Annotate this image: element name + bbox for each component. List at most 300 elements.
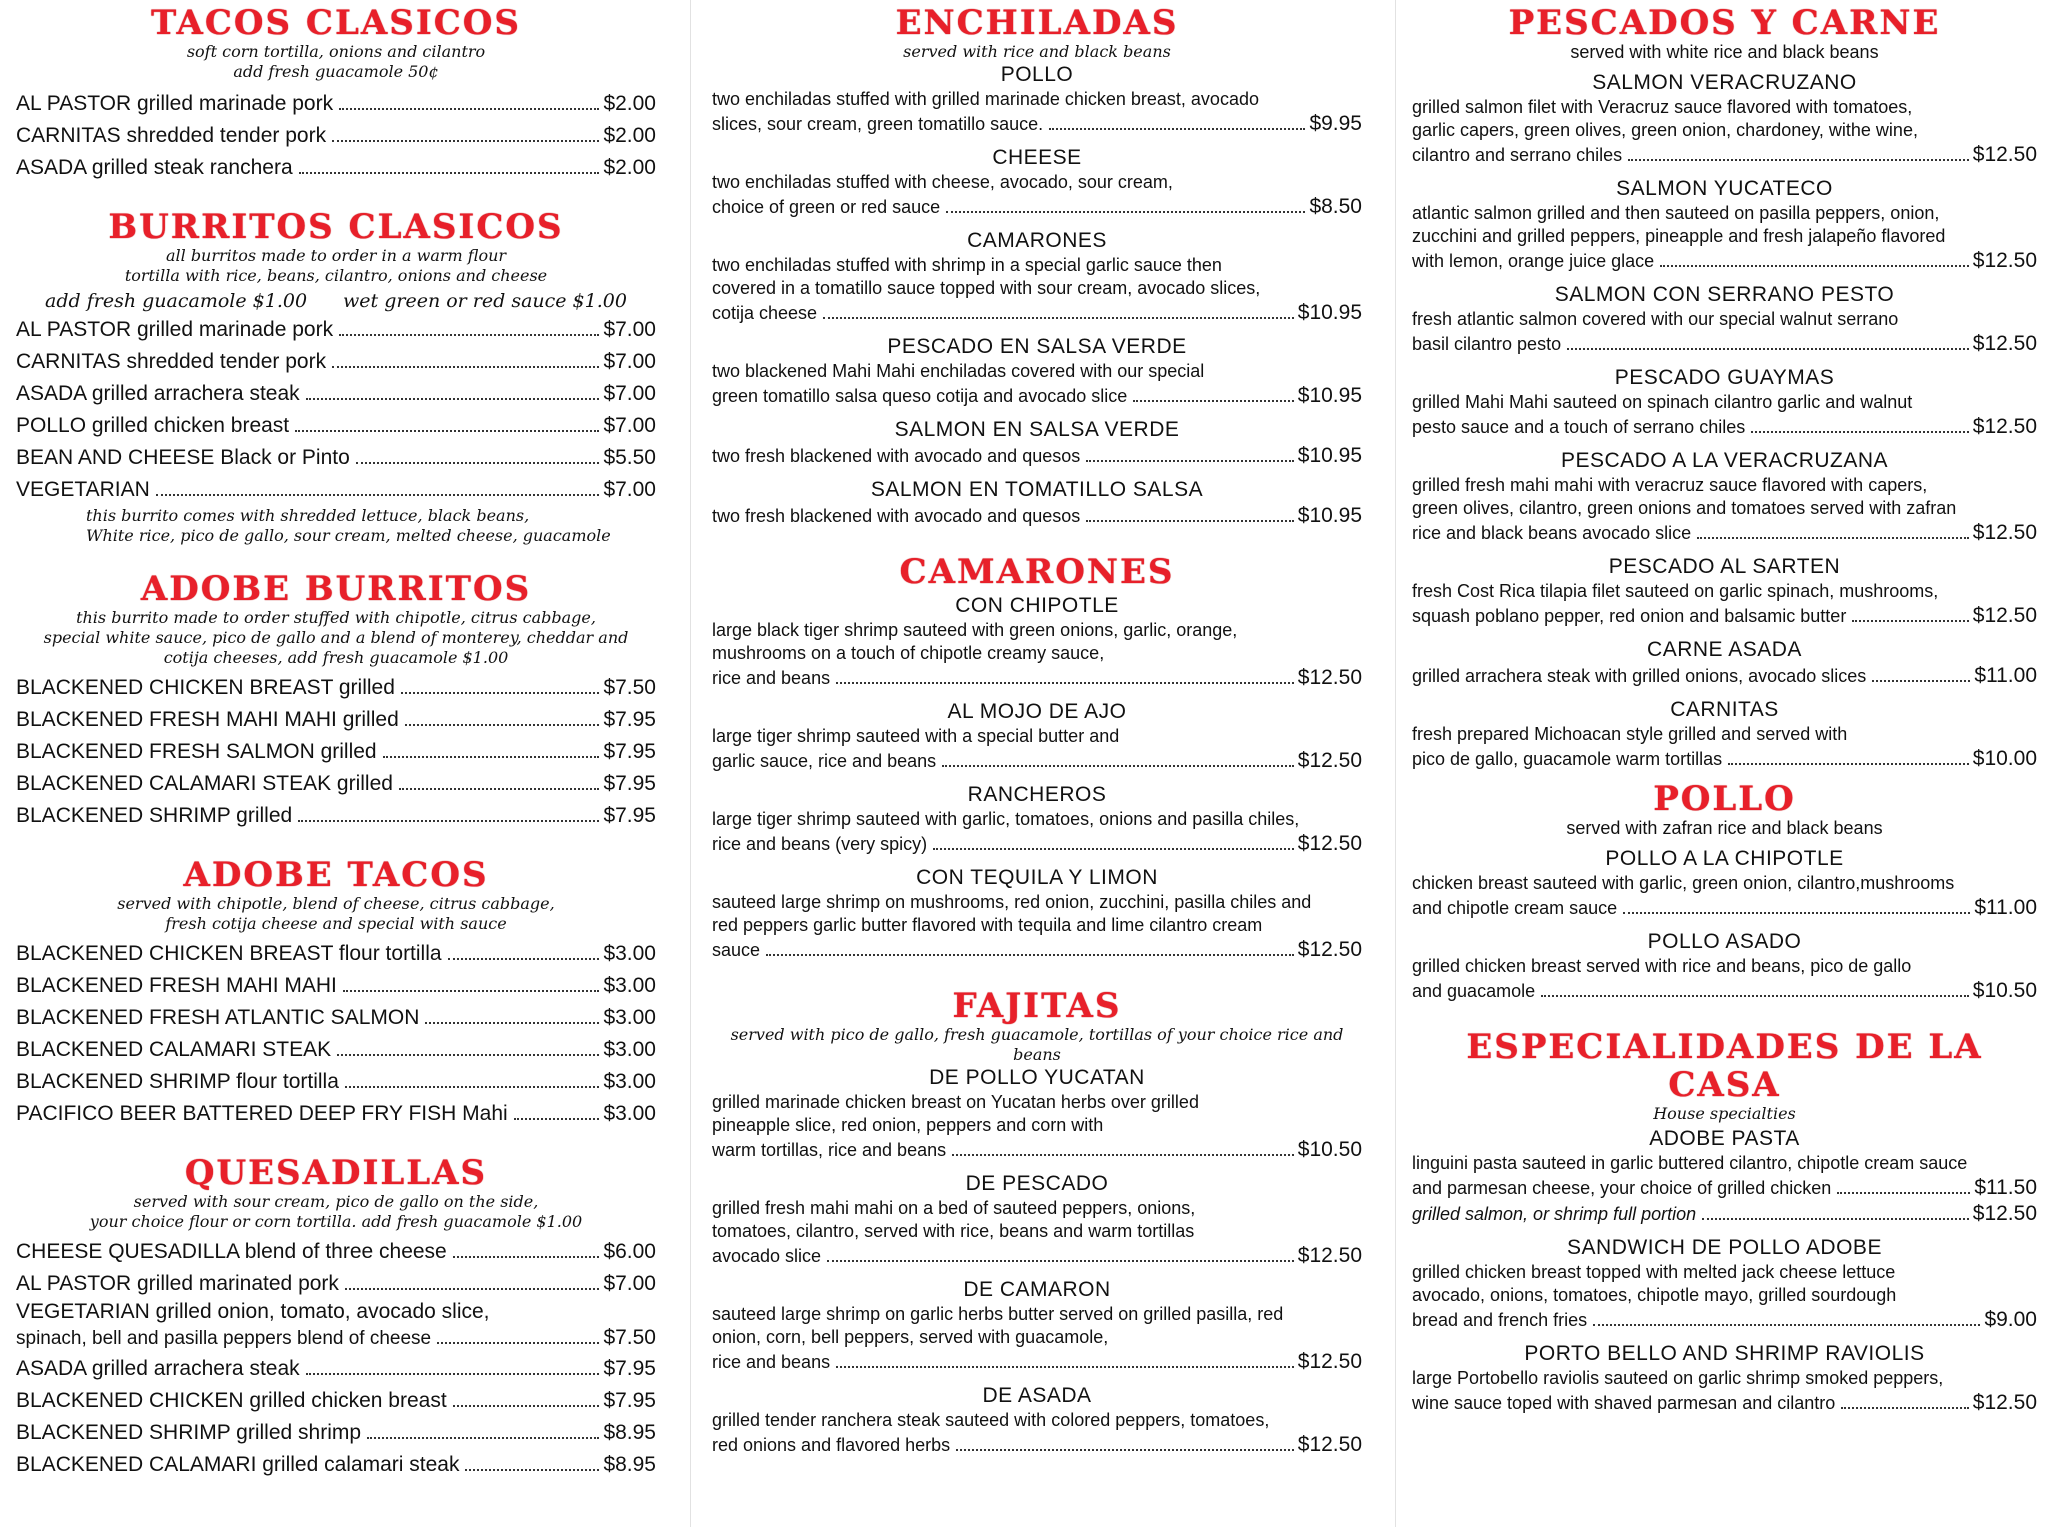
- desc-last-line: [1412, 1390, 2037, 1416]
- leader-dots: [356, 462, 600, 464]
- leader-dots: [425, 1022, 599, 1024]
- desc-text: garlic sauce, rice and beans: [712, 751, 937, 771]
- menu-item: [712, 699, 1362, 774]
- leader-dots: [1728, 763, 1969, 765]
- section-especialidades: [1412, 1028, 2037, 1416]
- desc-line: linguini pasta sauteed in garlic buttered cilantro, chipotle cream sauce: [1412, 1153, 1968, 1173]
- desc-price-line: [1412, 1201, 2037, 1227]
- leader-dots: [1086, 460, 1294, 462]
- item-description: [712, 443, 1362, 469]
- menu-item: [16, 120, 656, 152]
- menu-item: [1412, 365, 2037, 440]
- leader-dots: [1049, 128, 1305, 130]
- item-price: $7.95: [603, 772, 656, 795]
- leader-dots: [766, 954, 1294, 956]
- desc-line: garlic capers, green olives, green onion, chardoney, withe wine,: [1412, 120, 1918, 140]
- leader-dots: [956, 1449, 1294, 1451]
- menu-item: [16, 736, 656, 768]
- desc-line: grilled fresh mahi mahi on a bed of sauteed peppers, onions,: [712, 1198, 1196, 1218]
- desc-last-line: [1412, 331, 2037, 357]
- item-title: DE PESCADO: [965, 1172, 1109, 1195]
- desc-line: chicken breast sauteed with garlic, green onion, cilantro,mushrooms: [1412, 873, 1955, 893]
- menu-item: [16, 704, 656, 736]
- item-price: $10.95: [1297, 504, 1362, 527]
- section-subtitle: all burritos made to order in a warm flour: [165, 246, 507, 265]
- section-title: ENCHILADAS: [895, 3, 1179, 43]
- leader-dots: [337, 1054, 599, 1056]
- section-title: CAMARONES: [899, 552, 1175, 592]
- item-price: $2.00: [603, 124, 656, 147]
- leader-dots: [306, 1373, 600, 1375]
- desc-line: large Portobello raviolis sauteed on garlic shrimp smoked peppers,: [1412, 1368, 1944, 1388]
- desc-last-line: [1412, 978, 2037, 1004]
- desc-last-line: [712, 1349, 1362, 1375]
- item-title: SALMON CON SERRANO PESTO: [1554, 283, 1895, 306]
- menu-item: [16, 1098, 656, 1130]
- desc-text: grilled salmon, or shrimp full portion: [1412, 1204, 1697, 1224]
- desc-text: rice and beans: [712, 1352, 831, 1372]
- menu-item: [16, 1268, 656, 1300]
- menu-item: [16, 1385, 656, 1417]
- desc-line: fresh Cost Rica tilapia filet sauteed on garlic spinach, mushrooms,: [1412, 581, 1939, 601]
- item-price: $12.50: [1297, 832, 1362, 855]
- leader-dots: [332, 366, 599, 368]
- section-title: POLLO: [1653, 779, 1796, 819]
- menu-column-left: [16, 0, 656, 1527]
- menu-item: [712, 62, 1362, 137]
- desc-text: green tomatillo salsa queso cotija and avocado slice: [712, 386, 1128, 406]
- leader-dots: [933, 848, 1294, 850]
- section-pollo: [1412, 780, 2037, 1004]
- desc-line: grilled salmon filet with Veracruz sauce flavored with tomatoes,: [1412, 97, 1913, 117]
- desc-last-line: [712, 194, 1362, 220]
- menu-item: [16, 1002, 656, 1034]
- menu-item: [1412, 637, 2037, 689]
- item-description: [712, 503, 1362, 529]
- leader-dots: [952, 1154, 1294, 1156]
- item-price: $3.00: [603, 1006, 656, 1029]
- desc-text: slices, sour cream, green tomatillo sauce.: [712, 114, 1044, 134]
- desc-text: with lemon, orange juice glace: [1412, 251, 1655, 271]
- desc-text: and guacamole: [1412, 981, 1536, 1001]
- desc-line: grilled tender ranchera steak sauteed with colored peppers, tomatoes,: [712, 1410, 1270, 1430]
- item-name: BLACKENED CHICKEN BREAST flour tortilla: [16, 942, 442, 965]
- desc-last-line: [712, 300, 1362, 326]
- leader-dots: [1751, 431, 1969, 433]
- menu-list: [16, 314, 656, 506]
- desc-line: two blackened Mahi Mahi enchiladas covered with our special: [712, 361, 1205, 381]
- desc-last-line: [712, 831, 1362, 857]
- item-title: CON CHIPOTLE: [955, 594, 1119, 617]
- item-price: $12.50: [1297, 1433, 1362, 1456]
- item-name: AL PASTOR grilled marinade pork: [16, 92, 334, 115]
- menu-item: [16, 410, 656, 442]
- desc-line: grilled fresh mahi mahi with veracruz sauce flavored with capers,: [1412, 475, 1928, 495]
- desc-text: pesto sauce and a touch of serrano chiles: [1412, 417, 1746, 437]
- section-subtitle: served with rice and black beans: [903, 42, 1171, 61]
- item-price: $12.50: [1297, 666, 1362, 689]
- item-name: AL PASTOR grilled marinated pork: [16, 1272, 339, 1295]
- leader-dots: [345, 1288, 600, 1290]
- item-name: BLACKENED FRESH ATLANTIC SALMON: [16, 1006, 420, 1029]
- desc-text: choice of green or red sauce: [712, 197, 941, 217]
- desc-line: tomatoes, cilantro, served with rice, beans and warm tortillas: [712, 1221, 1195, 1241]
- item-price: $2.00: [603, 156, 656, 179]
- desc-line: grilled Mahi Mahi sauteed on spinach cilantro garlic and walnut: [1412, 392, 1913, 412]
- section-fajitas: [712, 987, 1362, 1458]
- item-description: [712, 1091, 1362, 1163]
- item-title: SANDWICH DE POLLO ADOBE: [1567, 1236, 1882, 1259]
- desc-last-line: [712, 1137, 1362, 1163]
- leader-dots: [298, 820, 599, 822]
- desc-last-line: [1412, 248, 2037, 274]
- item-price: $9.95: [1309, 112, 1362, 135]
- leader-dots: [1567, 348, 1969, 350]
- item-description: [1412, 202, 2037, 274]
- desc-last-line: [1412, 895, 2037, 921]
- desc-line: mushrooms on a touch of chipotle creamy sauce,: [712, 643, 1105, 663]
- menu-item: [16, 1417, 656, 1449]
- desc-last-line: [712, 443, 1362, 469]
- desc-text: cotija cheese: [712, 303, 818, 323]
- section-camarones: [712, 553, 1362, 963]
- item-title: CHEESE: [992, 146, 1082, 169]
- leader-dots: [345, 1086, 600, 1088]
- item-price: $6.00: [603, 1240, 656, 1263]
- add-ons: [16, 290, 656, 312]
- item-title: AL MOJO DE AJO: [947, 700, 1127, 723]
- section-pescados-y-carne: [1412, 4, 2037, 772]
- desc-text: bread and french fries: [1412, 1310, 1588, 1330]
- item-name: BLACKENED FRESH MAHI MAHI grilled: [16, 708, 399, 731]
- section-subtitle: special white sauce, pico de gallo and a blend of monterey, cheddar and: [43, 628, 629, 647]
- leader-dots: [1086, 520, 1294, 522]
- desc-last-line: [1412, 663, 2037, 689]
- item-description: [1412, 96, 2037, 168]
- menu-item: [1412, 846, 2037, 921]
- desc-line: two enchiladas stuffed with shrimp in a special garlic sauce then: [712, 255, 1222, 275]
- item-title: RANCHEROS: [967, 783, 1107, 806]
- desc-last-line: [712, 111, 1362, 137]
- menu-item: [712, 1277, 1362, 1375]
- item-name: ASADA grilled steak ranchera: [16, 156, 293, 179]
- leader-dots: [343, 990, 600, 992]
- item-price: $7.00: [603, 1272, 656, 1295]
- desc-line: sauteed large shrimp on mushrooms, red onion, zucchini, pasilla chiles and: [712, 892, 1312, 912]
- item-price: $3.00: [603, 1070, 656, 1093]
- item-description: [712, 808, 1362, 857]
- desc-text: sauce: [712, 940, 761, 960]
- item-price: $7.00: [603, 478, 656, 501]
- item-name: VEGETARIAN: [16, 478, 150, 501]
- menu-list: [16, 938, 656, 1130]
- menu-item: [1412, 1341, 2037, 1416]
- item-name: BLACKENED CALAMARI STEAK grilled: [16, 772, 393, 795]
- leader-dots: [1837, 1192, 1970, 1194]
- section-title: FAJITAS: [952, 986, 1122, 1026]
- leader-dots: [827, 1260, 1294, 1262]
- item-price: $7.50: [603, 676, 656, 699]
- menu-item: [16, 938, 656, 970]
- leader-dots: [1593, 1324, 1980, 1326]
- item-price: $10.00: [1972, 747, 2037, 770]
- leader-dots: [1841, 1407, 1969, 1409]
- desc-last-line: [1412, 414, 2037, 440]
- item-title: CARNITAS: [1670, 698, 1779, 721]
- item-title: PORTO BELLO AND SHRIMP RAVIOLIS: [1524, 1342, 1925, 1365]
- item-price: $12.50: [1297, 749, 1362, 772]
- menu-list: [16, 672, 656, 832]
- desc-price-line: [1412, 1175, 2037, 1201]
- item-price: $12.50: [1297, 938, 1362, 961]
- desc-text: wine sauce toped with shaved parmesan and cilantro: [1412, 1393, 1836, 1413]
- menu-item: [712, 145, 1362, 220]
- menu-item: [712, 782, 1362, 857]
- item-price: $12.50: [1972, 521, 2037, 544]
- item-title: CARNE ASADA: [1647, 638, 1802, 661]
- menu-item: [1412, 448, 2037, 546]
- desc-line: covered in a tomatillo sauce topped with sour cream, avocado slices,: [712, 278, 1261, 298]
- section-title: TACOS CLASICOS: [151, 3, 521, 43]
- menu-item: [16, 442, 656, 474]
- item-title: POLLO A LA CHIPOTLE: [1605, 847, 1844, 870]
- desc-line: fresh atlantic salmon covered with our special walnut serrano: [1412, 309, 1899, 329]
- menu-item: [1412, 929, 2037, 1004]
- item-name: CHEESE QUESADILLA blend of three cheese: [16, 1240, 447, 1263]
- item-price: $7.00: [603, 318, 656, 341]
- section-title: QUESADILLAS: [184, 1153, 488, 1193]
- section-subtitle: tortilla with rice, beans, cilantro, onions and cheese: [124, 266, 548, 285]
- item-description: [1412, 723, 2037, 772]
- menu-item: [712, 334, 1362, 409]
- item-name: CARNITAS shredded tender pork: [16, 124, 327, 147]
- desc-line: grilled chicken breast served with rice and beans, pico de gallo: [1412, 956, 1912, 976]
- item-note: White rice, pico de gallo, sour cream, melted cheese, guacamole: [86, 526, 611, 545]
- item-price: $12.50: [1297, 1350, 1362, 1373]
- leader-dots: [946, 211, 1305, 213]
- desc-last-line: [712, 937, 1362, 963]
- section-subtitle: served with pico de gallo, fresh guacamole, tortillas of your choice rice and beans: [730, 1025, 1344, 1064]
- menu-item: [712, 593, 1362, 691]
- item-description: [1412, 580, 2037, 629]
- desc-last-line: [712, 665, 1362, 691]
- desc-line: large tiger shrimp sauteed with garlic, tomatoes, onions and pasilla chiles,: [712, 809, 1300, 829]
- item-description: [1412, 308, 2037, 357]
- item-title: DE POLLO YUCATAN: [929, 1066, 1145, 1089]
- menu-item: [16, 346, 656, 378]
- menu-item: [16, 1449, 656, 1481]
- leader-dots: [465, 1469, 599, 1471]
- item-line: [16, 1300, 656, 1324]
- item-name: BLACKENED CALAMARI STEAK: [16, 1038, 332, 1061]
- item-title: PESCADO AL SARTEN: [1608, 555, 1841, 578]
- menu-item: [712, 477, 1362, 529]
- menu-item: [16, 768, 656, 800]
- item-price: $3.00: [603, 974, 656, 997]
- desc-text: rice and beans (very spicy): [712, 834, 928, 854]
- item-price: $7.95: [603, 708, 656, 731]
- desc-text: grilled arrachera steak with grilled onions, avocado slices: [1412, 666, 1867, 686]
- desc-last-line: [712, 1432, 1362, 1458]
- section-burritos-clasicos: [16, 208, 656, 546]
- section-subtitle: this burrito made to order stuffed with chipotle, citrus cabbage,: [76, 608, 596, 627]
- menu-item: [1412, 697, 2037, 772]
- section-subtitle: cotija cheeses, add fresh guacamole $1.00: [163, 648, 509, 667]
- desc-line: onion, corn, bell peppers, served with guacamole,: [712, 1327, 1109, 1347]
- item-price: $10.50: [1972, 979, 2037, 1002]
- menu-item: [712, 865, 1362, 963]
- leader-dots: [1697, 537, 1969, 539]
- leader-dots: [1702, 1218, 1969, 1220]
- menu-item: [16, 1066, 656, 1098]
- menu-item: [712, 228, 1362, 326]
- desc-text: rice and black beans avocado slice: [1412, 523, 1692, 543]
- menu-item: [712, 417, 1362, 469]
- item-price: $12.50: [1972, 249, 2037, 272]
- menu-item: [1412, 176, 2037, 274]
- item-name: BLACKENED SHRIMP flour tortilla: [16, 1070, 339, 1093]
- item-title: SALMON YUCATECO: [1616, 177, 1833, 200]
- desc-text: two fresh blackened with avocado and quesos: [712, 506, 1081, 526]
- desc-text: warm tortillas, rice and beans: [712, 1140, 947, 1160]
- section-subtitle: your choice flour or corn tortilla. add fresh guacamole $1.00: [89, 1212, 583, 1231]
- menu-item: [16, 152, 656, 184]
- leader-dots: [1541, 995, 1969, 997]
- add-on-guacamole: add fresh guacamole $1.00: [45, 290, 308, 312]
- leader-dots: [1133, 400, 1294, 402]
- leader-dots: [836, 1366, 1294, 1368]
- item-price: $7.00: [603, 382, 656, 405]
- desc-line: sauteed large shrimp on garlic herbs butter served on grilled pasilla, red: [712, 1304, 1284, 1324]
- item-price: $10.50: [1297, 1138, 1362, 1161]
- desc-line: avocado, onions, tomatoes, chipotle mayo, grilled sourdough: [1412, 1285, 1897, 1305]
- leader-dots: [156, 494, 600, 496]
- desc-text: cilantro and serrano chiles: [1412, 145, 1623, 165]
- leader-dots: [453, 1405, 600, 1407]
- desc-text: red onions and flavored herbs: [712, 1435, 951, 1455]
- desc-line: red peppers garlic butter flavored with tequila and lime cilantro cream: [712, 915, 1263, 935]
- item-description: [1412, 1152, 2037, 1227]
- desc-last-line: [712, 383, 1362, 409]
- item-title: ADOBE PASTA: [1649, 1127, 1800, 1150]
- section-subtitle: served with chipotle, blend of cheese, citrus cabbage,: [117, 894, 555, 913]
- item-description: [712, 1197, 1362, 1269]
- section-subtitle: fresh cotija cheese and special with sauce: [165, 914, 507, 933]
- item-price: $9.00: [1984, 1308, 2037, 1331]
- item-description: [712, 619, 1362, 691]
- menu-item: [16, 800, 656, 832]
- item-description: [1412, 955, 2037, 1004]
- item-price: $3.00: [603, 1038, 656, 1061]
- leader-dots: [401, 692, 600, 694]
- item-price: $11.00: [1974, 896, 2037, 919]
- leader-dots: [1628, 159, 1969, 161]
- item-price: $7.95: [603, 740, 656, 763]
- item-name: BLACKENED FRESH SALMON grilled: [16, 740, 377, 763]
- item-name: CARNITAS shredded tender pork: [16, 350, 327, 373]
- item-title: SALMON EN TOMATILLO SALSA: [870, 478, 1204, 501]
- menu-item: [16, 970, 656, 1002]
- menu-item: [16, 672, 656, 704]
- item-title: CAMARONES: [967, 229, 1107, 252]
- desc-line: grilled chicken breast topped with melted jack cheese lettuce: [1412, 1262, 1896, 1282]
- item-name: BLACKENED SHRIMP grilled shrimp: [16, 1421, 362, 1444]
- leader-dots: [437, 1342, 599, 1344]
- item-name: AL PASTOR grilled marinade pork: [16, 318, 334, 341]
- item-description: [712, 171, 1362, 220]
- item-price: $3.00: [603, 1102, 656, 1125]
- menu-item: [16, 1236, 656, 1268]
- item-price: $7.00: [603, 350, 656, 373]
- menu-column-middle: [712, 0, 1362, 1527]
- menu-item: [16, 1353, 656, 1385]
- item-description: [712, 1303, 1362, 1375]
- item-description: [712, 360, 1362, 409]
- column-divider: [1395, 0, 1396, 1527]
- item-title: DE CAMARON: [963, 1278, 1111, 1301]
- menu-item: [712, 1065, 1362, 1163]
- leader-dots: [1852, 620, 1968, 622]
- item-name: PACIFICO BEER BATTERED DEEP FRY FISH Mahi: [16, 1102, 508, 1125]
- desc-text: pico de gallo, guacamole warm tortillas: [1412, 749, 1723, 769]
- menu-column-right: [1412, 0, 2037, 1527]
- section-title: PESCADOS Y CARNE: [1508, 3, 1941, 43]
- item-name: BLACKENED FRESH MAHI MAHI: [16, 974, 337, 997]
- item-price: $7.95: [603, 804, 656, 827]
- menu-item: [1412, 282, 2037, 357]
- leader-dots: [339, 334, 599, 336]
- section-enchiladas: [712, 4, 1362, 529]
- item-title: PESCADO A LA VERACRUZANA: [1560, 449, 1889, 472]
- item-description: [1412, 1367, 2037, 1416]
- item-description: [712, 254, 1362, 326]
- item-price: $12.50: [1972, 415, 2037, 438]
- menu-item: [1412, 1126, 2037, 1227]
- item-name: ASADA grilled arrachera steak: [16, 382, 300, 405]
- section-adobe-tacos: [16, 856, 656, 1130]
- desc-last-line: [1412, 520, 2037, 546]
- item-price: $8.95: [603, 1421, 656, 1444]
- leader-dots: [1623, 912, 1970, 914]
- desc-text: two fresh blackened with avocado and quesos: [712, 446, 1081, 466]
- item-title: CON TEQUILA Y LIMON: [916, 866, 1158, 889]
- desc-last-line: [1412, 142, 2037, 168]
- section-quesadillas: [16, 1154, 656, 1481]
- item-desc: spinach, bell and pasilla peppers blend of cheese: [16, 1328, 432, 1349]
- section-title: ESPECIALIDADES DE LA CASA: [1466, 1027, 1983, 1105]
- item-title: SALMON VERACRUZANO: [1592, 71, 1857, 94]
- item-title: PESCADO GUAYMAS: [1614, 366, 1835, 389]
- section-subtitle: soft corn tortilla, onions and cilantro: [186, 42, 486, 61]
- item-note: this burrito comes with shredded lettuce, black beans,: [86, 506, 530, 525]
- item-title: POLLO ASADO: [1647, 930, 1802, 953]
- desc-text: rice and beans: [712, 668, 831, 688]
- menu-item: [1412, 1235, 2037, 1333]
- leader-dots: [836, 682, 1294, 684]
- section-title: ADOBE BURRITOS: [140, 569, 532, 609]
- desc-line: zucchini and grilled peppers, pineapple and fresh jalapeño flavored: [1412, 226, 1946, 246]
- item-price: $7.50: [603, 1326, 656, 1349]
- item-name: BLACKENED CALAMARI grilled calamari steak: [16, 1453, 460, 1476]
- item-description: [1412, 391, 2037, 440]
- item-description: [1412, 663, 2037, 689]
- desc-line: grilled marinade chicken breast on Yucatan herbs over grilled: [712, 1092, 1199, 1112]
- menu-item: [16, 1034, 656, 1066]
- item-name: ASADA grilled arrachera steak: [16, 1357, 300, 1380]
- menu-item: [16, 378, 656, 410]
- item-price: $10.95: [1297, 301, 1362, 324]
- item-price: $7.95: [603, 1389, 656, 1412]
